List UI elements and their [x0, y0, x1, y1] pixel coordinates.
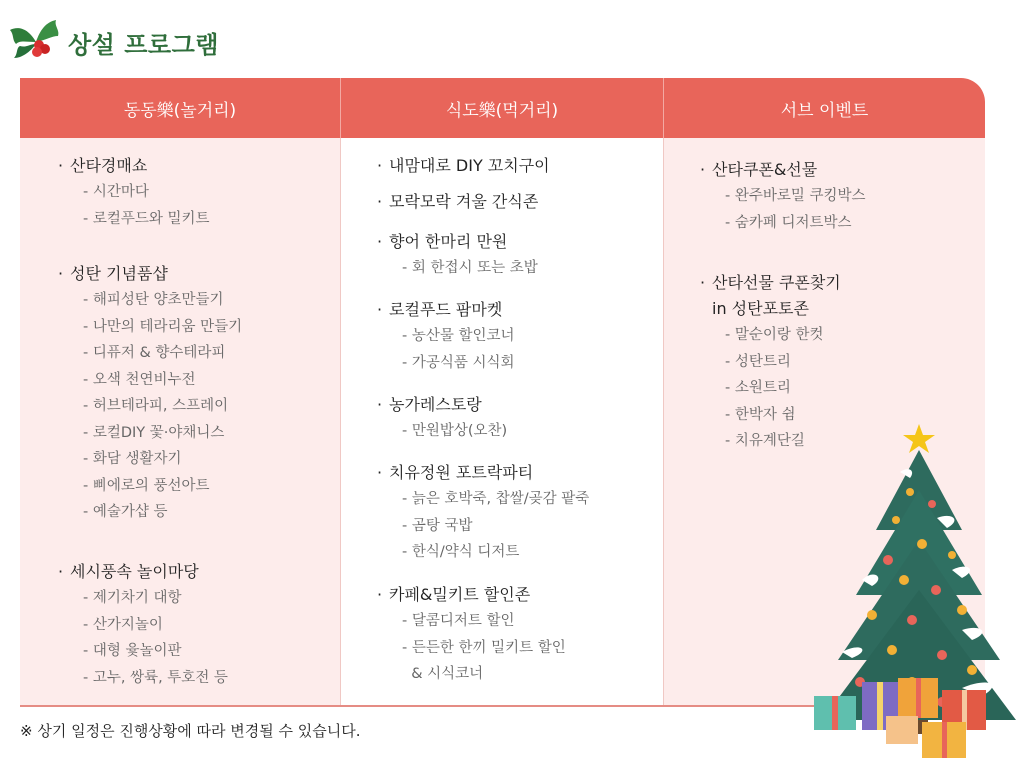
program-group — [377, 582, 566, 688]
footnote: ※ 상기 일정은 진행상황에 따라 변경될 수 있습니다. — [20, 722, 361, 740]
program-detail: - 회 한접시 또는 초밥 — [402, 260, 538, 276]
program-detail: - 화담 생활자기 — [83, 451, 182, 467]
program-detail: - 든든한 한끼 밀키트 할인 — [402, 639, 566, 656]
program-item: · 향어 한마리 만원 — [377, 232, 508, 251]
page-title: 상설 프로그램 — [68, 30, 219, 59]
program-detail: - 로컬푸드와 밀키트 — [83, 210, 210, 227]
column-play — [20, 138, 340, 706]
program-detail: - 산가지놀이 — [83, 616, 163, 633]
header-sub-event: 서브 이벤트 — [780, 100, 869, 121]
program-detail: - 늙은 호박죽, 찹쌀/곶감 팥죽 — [402, 491, 590, 507]
program-item: · 로컬푸드 팜마켓 — [377, 300, 503, 319]
program-item: · 성탄 기념품샵 — [58, 264, 168, 283]
program-item-line2: in 성탄포토존 — [712, 299, 809, 318]
program-group — [58, 261, 242, 526]
program-group — [377, 189, 538, 215]
program-detail: - 로컬DIY 꽃·야채니스 — [83, 424, 225, 441]
program-group — [377, 392, 507, 445]
program-detail: - 말순이랑 한컷 — [725, 327, 824, 343]
program-item: · 산타선물 쿠폰찾기 — [700, 273, 841, 292]
table-header — [20, 78, 985, 138]
program-detail: - 시간마다 — [83, 184, 149, 200]
column-food — [341, 138, 663, 706]
christmas-tree-illustration — [812, 420, 1024, 765]
program-detail: - 한박자 쉼 — [725, 406, 796, 423]
gift-boxes — [814, 678, 986, 758]
section-title-row — [6, 12, 219, 72]
program-detail: & 시식코너 — [402, 666, 484, 682]
program-detail: - 나만의 테라리움 만들기 — [83, 318, 243, 335]
header-food: 식도樂(먹거리) — [445, 100, 559, 121]
program-detail: - 치유계단길 — [725, 433, 805, 449]
header-play: 동동樂(놀거리) — [123, 100, 237, 121]
program-group — [58, 153, 210, 232]
program-detail: - 디퓨저 & 향수테라피 — [83, 345, 226, 361]
program-detail: - 허브테라피, 스프레이 — [83, 398, 229, 414]
program-detail: - 소원트리 — [725, 380, 791, 396]
program-detail: - 삐에로의 풍선아트 — [83, 477, 210, 494]
program-group — [58, 559, 228, 691]
program-item: · 카페&밀키트 할인존 — [377, 585, 531, 604]
program-detail: - 오색 천연비누전 — [83, 371, 196, 388]
program-group — [377, 297, 515, 376]
program-detail: - 달콤디저트 할인 — [402, 613, 515, 629]
program-group — [377, 153, 550, 179]
program-group — [377, 229, 538, 282]
program-item: · 산타경매쇼 — [58, 156, 148, 175]
program-detail: - 농산물 할인코너 — [402, 328, 515, 344]
program-item: · 농가레스토랑 — [377, 395, 482, 414]
program-group — [377, 460, 589, 566]
program-detail: - 숨카페 디저트박스 — [725, 214, 852, 231]
program-item: · 치유정원 포트락파티 — [377, 463, 534, 482]
star-icon — [903, 424, 935, 453]
program-detail: - 가공식품 시식회 — [402, 354, 515, 371]
program-item: · 세시풍속 놀이마당 — [58, 562, 199, 581]
program-detail: - 완주바로밀 쿠킹박스 — [725, 188, 866, 204]
holly-icon — [6, 14, 64, 70]
program-detail: - 제기차기 대항 — [83, 590, 182, 606]
program-detail: - 대형 윷놀이판 — [83, 643, 182, 659]
program-item: · 내맘대로 DIY 꼬치구이 — [377, 156, 550, 175]
program-detail: - 한식/약식 디저트 — [402, 544, 520, 560]
program-detail: - 성탄트리 — [725, 353, 791, 370]
program-group — [700, 157, 866, 236]
program-detail: - 곰탕 국밥 — [402, 517, 473, 534]
program-detail: - 해피성탄 양초만들기 — [83, 292, 224, 308]
program-detail: - 만원밥상(오찬) — [402, 423, 508, 439]
program-detail: - 예술가샵 등 — [83, 504, 168, 520]
program-item: · 산타쿠폰&선물 — [700, 160, 818, 179]
program-detail: - 고누, 쌍륙, 투호전 등 — [83, 669, 228, 686]
program-item: · 모락모락 겨울 간식존 — [377, 192, 539, 211]
